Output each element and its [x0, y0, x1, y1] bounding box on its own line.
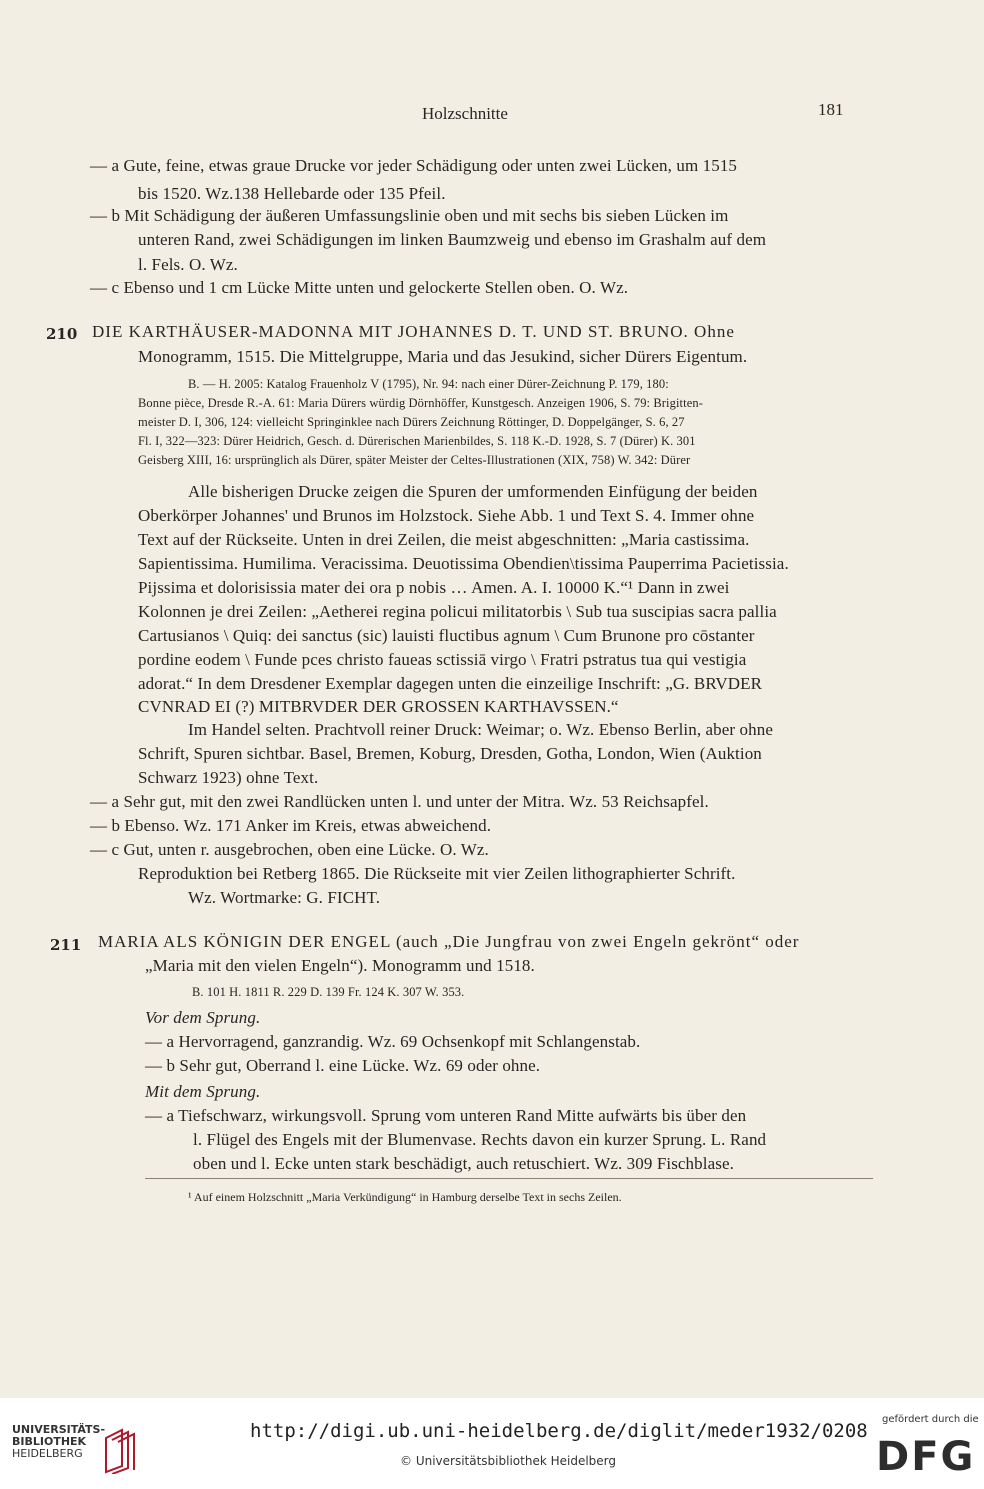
text-line: — a Tiefschwarz, wirkungsvoll. Sprung vom unteren Rand Mitte aufwärts bis über den [145, 1106, 747, 1125]
permalink-url[interactable]: http://digi.ub.uni-heidelberg.de/diglit/meder1932/0208 [250, 1420, 868, 1442]
text-line: Text auf der Rückseite. Unten in drei Zeilen, die meist abgeschnitten: „Maria castissima. [138, 530, 750, 549]
entry-number: 211 [50, 936, 82, 954]
text-line: — b Mit Schädigung der äußeren Umfassungslinie oben und mit sechs bis sieben Lücken im [90, 206, 729, 225]
text-line: — c Gut, unten r. ausgebrochen, oben eine Lücke. O. Wz. [90, 840, 489, 859]
dfg-logo: DFG [876, 1434, 976, 1480]
text-line: Reproduktion bei Retberg 1865. Die Rückseite mit vier Zeilen lithographierter Schrift. [138, 864, 736, 883]
text-line: — b Sehr gut, Oberrand l. eine Lücke. Wz. 69 oder ohne. [145, 1056, 541, 1075]
text-line: Alle bisherigen Drucke zeigen die Spuren der umformenden Einfügung der beiden [188, 482, 758, 501]
entry-number: 210 [46, 325, 78, 343]
entry-title: DIE KARTHÄUSER-MADONNA MIT JOHANNES D. T. UND ST. BRUNO. Ohne [92, 322, 735, 341]
text-line: Oberkörper Johannes' und Brunos im Holzstock. Siehe Abb. 1 und Text S. 4. Immer ohne [138, 506, 755, 525]
reference-line: B. 101 H. 1811 R. 229 D. 139 Fr. 124 K. 307 W. 353. [192, 985, 465, 999]
text-line: — a Gute, feine, etwas graue Drucke vor jeder Schädigung oder unten zwei Lücken, um 1515 [90, 156, 738, 175]
text-line: Schrift, Spuren sichtbar. Basel, Bremen, Koburg, Dresden, Gotha, London, Wien (Auktion [138, 744, 762, 763]
text-line: — c Ebenso und 1 cm Lücke Mitte unten und gelockerte Stellen oben. O. Wz. [90, 278, 629, 297]
text-line: — a Hervorragend, ganzrandig. Wz. 69 Ochsenkopf mit Schlangenstab. [145, 1032, 641, 1051]
reference-line: B. — H. 2005: Katalog Frauenholz V (1795), Nr. 94: nach einer Dürer-Zeichnung P. 179, 180: [188, 377, 669, 391]
text-line: adorat.“ In dem Dresdener Exemplar dagegen unten die einzeilige Inschrift: „G. BRVDER [138, 674, 763, 693]
library-line: BIBLIOTHEK [12, 1435, 87, 1448]
text-line: Monogramm, 1515. Die Mittelgruppe, Maria und das Jesukind, sicher Dürers Eigentum. [138, 347, 748, 366]
text-line: Pijssima et dolorisissia mater dei ora p nobis … Amen. A. I. 10000 K.“¹ Dann in zwei [138, 578, 730, 597]
running-header-title: Holzschnitte [422, 104, 508, 123]
text-line: oben und l. Ecke unten stark beschädigt, auch retuschiert. Wz. 309 Fischblase. [193, 1154, 734, 1173]
text-line: „Maria mit den vielen Engeln“). Monogramm und 1518. [145, 956, 535, 975]
library-logo-icon [102, 1426, 136, 1474]
text-line: — b Ebenso. Wz. 171 Anker im Kreis, etwas abweichend. [90, 816, 492, 835]
text-line: Kolonnen je drei Zeilen: „Aetherei regina policui militatorbis \ Sub tua suscipias sacra pallia [138, 602, 777, 621]
section-label: Mit dem Sprung. [145, 1082, 261, 1101]
text-line: l. Fels. O. Wz. [138, 255, 238, 274]
text-line: Wz. Wortmarke: G. FICHT. [188, 888, 381, 907]
reference-line: Bonne pièce, Dresde R.-A. 61: Maria Dürers würdig Dörnhöffer, Kunstgesch. Anzeigen 1906, S. 79: Brigitten- [138, 396, 703, 410]
text-line: bis 1520. Wz.138 Hellebarde oder 135 Pfeil. [138, 184, 446, 203]
funding-note: gefördert durch die [882, 1414, 979, 1425]
text-line: CVNRAD EI (?) MITBRVDER DER GROSSEN KARTHAVSSEN.“ [138, 697, 619, 716]
library-line: HEIDELBERG [12, 1447, 83, 1460]
reference-line: Fl. I, 322—323: Dürer Heidrich, Gesch. d. Dürerischen Marienbildes, S. 118 K.-D. 1928, S. 7 (Dürer) K. 301 [138, 434, 696, 448]
text-line: Sapientissima. Humilima. Veracissima. Deuotissima Obendien\tissima Pauperrima Pacietissia. [138, 554, 789, 573]
text-line: l. Flügel des Engels mit der Blumenvase. Rechts davon ein kurzer Sprung. L. Rand [193, 1130, 767, 1149]
library-name [12, 1424, 105, 1460]
footnote-rule [145, 1178, 873, 1179]
reference-line: Geisberg XIII, 16: ursprünglich als Dürer, später Meister der Celtes-Illustrationen (XIX, 758) W. 342: Dürer [138, 453, 691, 467]
copyright-notice: © Universitätsbibliothek Heidelberg [400, 1454, 617, 1468]
text-line: — a Sehr gut, mit den zwei Randlücken unten l. und unter der Mitra. Wz. 53 Reichsapfel. [90, 792, 709, 811]
library-line: UNIVERSITÄTS- [12, 1423, 106, 1436]
footnote: ¹ Auf einem Holzschnitt „Maria Verkündigung“ in Hamburg derselbe Text in sechs Zeilen. [188, 1190, 622, 1204]
text-line: unteren Rand, zwei Schädigungen im linken Baumzweig und ebenso im Grashalm auf dem [138, 230, 767, 249]
page-number: 181 [818, 100, 844, 119]
entry-title: MARIA ALS KÖNIGIN DER ENGEL (auch „Die Jungfrau von zwei Engeln gekrönt“ oder [98, 932, 800, 951]
text-line: pordine eodem \ Funde pces christo faueas sctissiā virgo \ Fratri pstratus tua qui vestigia [138, 650, 747, 669]
text-line: Cartusianos \ Quiq: dei sanctus (sic) lauisti fluctibus agnum \ Cum Brunone pro cōstanter [138, 626, 755, 645]
text-line: Im Handel selten. Prachtvoll reiner Druck: Weimar; o. Wz. Ebenso Berlin, aber ohne [188, 720, 773, 739]
section-label: Vor dem Sprung. [145, 1008, 261, 1027]
text-line: Schwarz 1923) ohne Text. [138, 768, 319, 787]
footer-bar [0, 1398, 984, 1489]
reference-line: meister D. I, 306, 124: vielleicht Springinklee nach Dürers Zeichnung Röttinger, D. Doppelgänger, S. 6, 27 [138, 415, 685, 429]
